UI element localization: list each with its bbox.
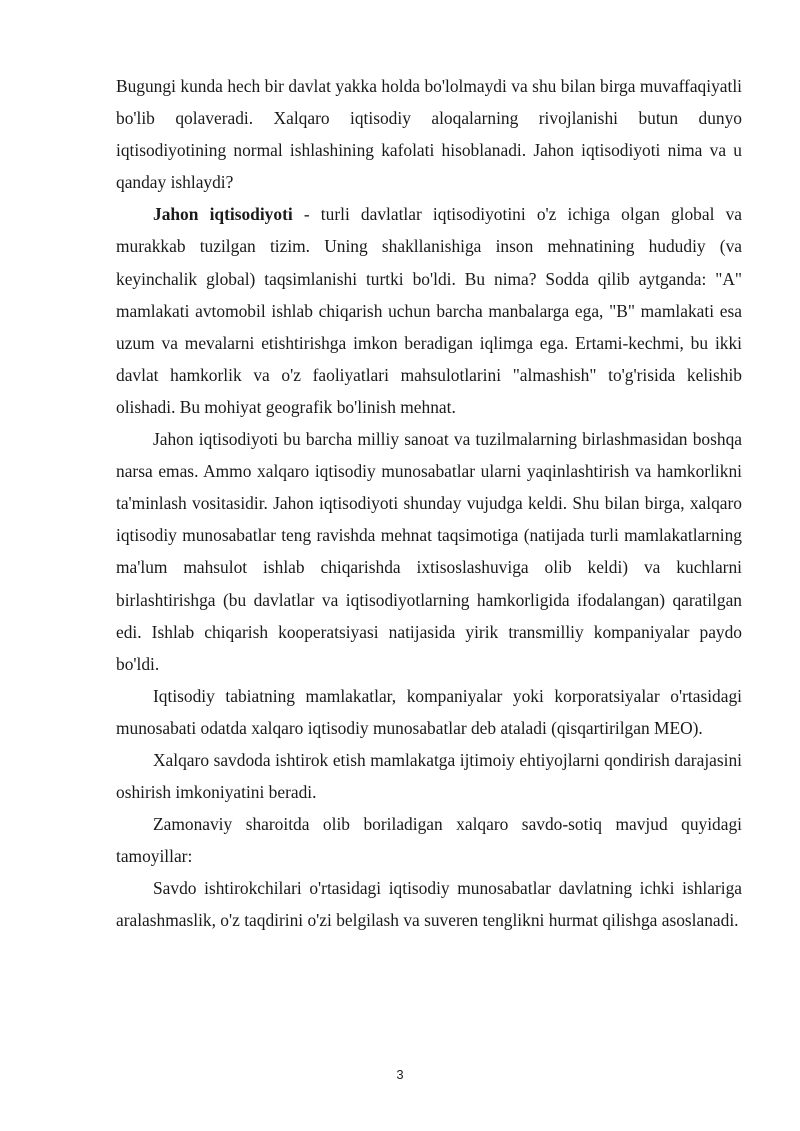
defined-term: Jahon iqtisodiyoti <box>153 204 293 225</box>
paragraph-principles: Savdo ishtirokchilari o'rtasidagi iqtisodiy munosabatlar davlatning ichki ishlariga aralashmaslik, o'z taqdirini o'zi belgilash va suveren tenglikni hurmat qilishga asoslanadi. <box>116 878 742 931</box>
paragraph-world-economy: Jahon iqtisodiyoti bu barcha milliy sanoat va tuzilmalarning birlashmasidan boshqa narsa emas. Ammo xalqaro iqtisodiy munosabatlar ularni yaqinlashtirish va hamkorlikni ta'minlash vositasidir. Jahon iqtisodiyoti shunday vujudga keldi. Shu bilan birga, xalqaro iqtisodiy munosabatlar teng ravishda mehnat taqsimotiga (natijada turli mamlakatlarning ma'lum mahsulot ishlab chiqarishda ixtisoslashuviga olib keldi) va kuchlarni birlashtirishga (bu davlatlar va iqtisodiyotlarning hamkorligida ifodalangan) qaratilgan edi. Ishlab chiqarish kooperatsiyasi natijasida yirik transmilliy kompaniyalar paydo bo'ldi. <box>116 429 742 674</box>
paragraph-meo: Iqtisodiy tabiatning mamlakatlar, kompaniyalar yoki korporatsiyalar o'rtasidagi munosabati odatda xalqaro iqtisodiy munosabatlar deb ataladi (qisqartirilgan MEO). <box>116 685 742 738</box>
paragraph-definition <box>116 198 742 423</box>
paragraph-intro: Bugungi kunda hech bir davlat yakka holda bo'lolmaydi va shu bilan birga muvaffaqiyatli bo'lib qolaveradi. Xalqaro iqtisodiy aloqalarning rivojlanishi butun dunyo iqtisodiyotining normal ishlashining kafolati hisoblanadi. Jahon iqtisodiyoti nima va u qanday ishlaydi? <box>116 76 742 193</box>
document-page <box>116 70 742 937</box>
paragraph-principles-intro: Zamonaviy sharoitda olib boriladigan xalqaro savdo-sotiq mavjud quyidagi tamoyillar: <box>116 814 742 867</box>
definition-text: - turli davlatlar iqtisodiyotini o'z ichiga olgan global va murakkab tuzilgan tizim. Uning shakllanishiga inson mehnatining hududiy (va keyinchalik global) taqsimlanishi turtki bo'ldi. Bu nima? Sodda qilib aytganda: "A" mamlakati avtomobil ishlab chiqarish uchun barcha manbalarga ega, "B" mamlakati esa uzum va mevalarni etishtirishga imkon beradigan iqlimga ega. Ertami-kechmi, bu ikki davlat hamkorlik va o'z faoliyatlari mahsulotlarini "almashish" to'g'risida kelishib olishadi. Bu mohiyat geografik bo'linish mehnat. <box>116 204 742 417</box>
paragraph-trade: Xalqaro savdoda ishtirok etish mamlakatga ijtimoiy ehtiyojlarni qondirish darajasini oshirish imkoniyatini beradi. <box>116 749 742 803</box>
page-number: 3 <box>396 1067 404 1082</box>
